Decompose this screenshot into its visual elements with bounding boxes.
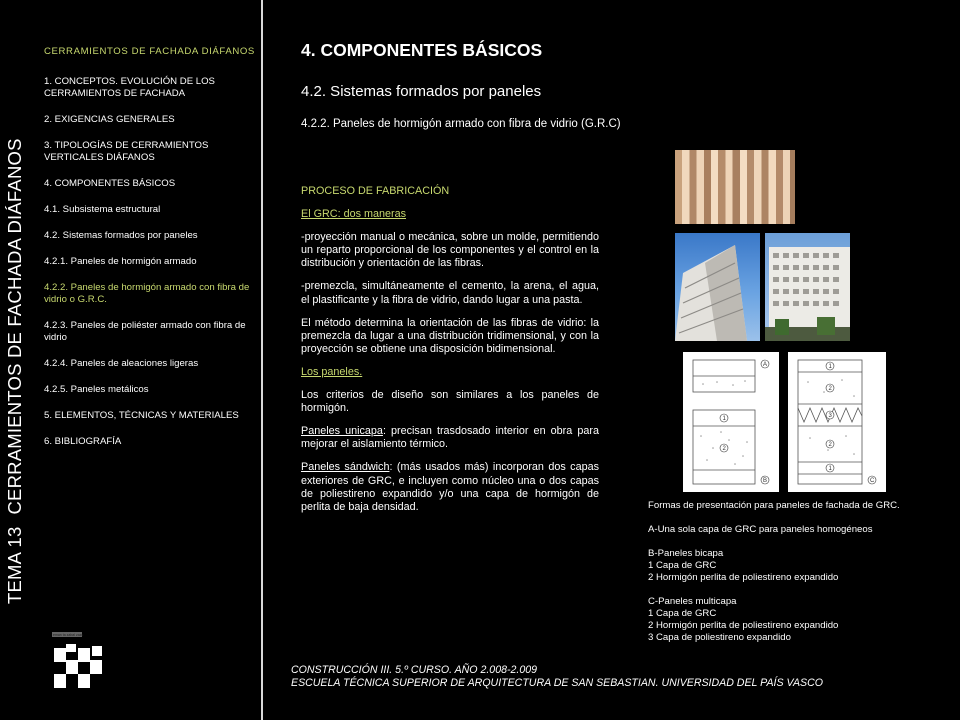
paragraph-metodo: El método determina la orientación de las fibras de vidrio: la premezcla da lugar a una distribución tridimensional, y con la proyección se obtiene una disposición bidimensional. <box>301 316 599 355</box>
footer-school: ESCUELA TÉCNICA SUPERIOR DE ARQUITECTURA DE SAN SEBASTIAN. UNIVERSIDAD DEL PAÍS VASCO <box>291 677 823 689</box>
section-title: 4.2.2. Paneles de hormigón armado con fibra de vidrio (G.R.C) <box>301 118 621 130</box>
sidebar-item-metalicos[interactable]: 4.2.5. Paneles metálicos <box>44 384 149 395</box>
main-body-text <box>301 185 599 524</box>
caption-c-2: 2 Hormigón perlita de poliestireno expandido <box>648 620 839 631</box>
photo-hotel-facade <box>765 233 850 341</box>
label-a: A <box>763 362 768 368</box>
caption-title: Formas de presentación para paneles de fachada de GRC. <box>648 500 900 511</box>
label-c1-top: 1 <box>828 364 832 370</box>
sidebar-item-componentes[interactable]: 4. COMPONENTES BÁSICOS <box>44 178 176 189</box>
paragraph-unicapa <box>301 425 599 451</box>
logo-text: eman ta zabal zazu <box>53 633 84 637</box>
footer <box>291 664 823 690</box>
process-heading: PROCESO DE FABRICACIÓN <box>301 185 450 197</box>
university-logo <box>52 630 124 692</box>
caption-b-2: 2 Hormigón perlita de poliestireno expandido <box>648 572 839 583</box>
label-c2-bottom: 2 <box>828 442 832 448</box>
caption-b-1: 1 Capa de GRC <box>648 560 717 571</box>
paragraph-sandwich <box>301 461 599 513</box>
vertical-topic-title <box>4 138 26 604</box>
sidebar-item-aleaciones[interactable]: 4.2.4. Paneles de aleaciones ligeras <box>44 358 199 369</box>
grc-link[interactable]: El GRC: dos maneras <box>301 208 407 221</box>
figure-caption <box>648 500 948 656</box>
sidebar-nav <box>44 46 262 462</box>
label-c: C <box>870 478 875 484</box>
label-b1-layer: 1 <box>722 416 726 422</box>
photo-building-diagonal <box>675 233 760 341</box>
paragraph-criterios: Los criterios de diseño son similares a los paneles de hormigón. <box>301 389 599 415</box>
label-c3: 3 <box>828 413 832 419</box>
label-c2-top: 2 <box>828 386 832 392</box>
unicapa-text: : precisan trasdosado interior en obra para mejorar el aislamiento térmico. <box>301 425 599 451</box>
caption-b-title: B-Paneles bicapa <box>648 548 724 559</box>
caption-c-1: 1 Capa de GRC <box>648 608 717 619</box>
sidebar-item-exigencias[interactable]: 2. EXIGENCIAS GENERALES <box>44 114 175 125</box>
label-b2-layer: 2 <box>722 446 726 452</box>
caption-c-title: C-Paneles multicapa <box>648 596 737 607</box>
unicapa-label: Paneles unicapa <box>301 425 383 438</box>
sandwich-label: Paneles sándwich <box>301 461 390 474</box>
page-subtitle: 4.2. Sistemas formados por paneles <box>301 83 542 100</box>
diagram-panel-ab <box>683 352 779 492</box>
topic-number: TEMA 13 <box>4 526 25 604</box>
sidebar-item-bibliografia[interactable]: 6. BIBLIOGRAFÍA <box>44 436 122 447</box>
sidebar-item-hormigon-armado[interactable]: 4.2.1. Paneles de hormigón armado <box>44 256 197 267</box>
sidebar-item-grc[interactable]: 4.2.2. Paneles de hormigón armado con fibra de vidrio o G.R.C. <box>44 282 250 305</box>
panels-link[interactable]: Los paneles. <box>301 365 363 378</box>
label-b: B <box>763 478 768 484</box>
sidebar-item-poliester[interactable]: 4.2.3. Paneles de poliéster armado con fibra de vidrio <box>44 320 246 343</box>
paragraph-proyeccion: -proyección manual o mecánica, sobre un molde, permitiendo un reparto proporcional de los componentes y el control en la distribución y orientación de las fibras. <box>301 231 599 270</box>
label-c1-bottom: 1 <box>828 466 832 472</box>
sidebar-item-conceptos[interactable]: 1. CONCEPTOS. EVOLUCIÓN DE LOS CERRAMIENTOS DE FACHADA <box>44 76 215 99</box>
sidebar-heading: CERRAMIENTOS DE FACHADA DIÁFANOS <box>44 46 255 57</box>
paragraph-premezcla: -premezcla, simultáneamente el cemento, la arena, el agua, el plastificante y la fibra de vidrio, dando lugar a una pasta. <box>301 280 599 306</box>
caption-c <box>648 596 948 644</box>
diagram-panel-c <box>788 352 886 492</box>
sidebar-item-subsistema[interactable]: 4.1. Subsistema estructural <box>44 204 161 215</box>
sidebar-item-elementos[interactable]: 5. ELEMENTOS, TÉCNICAS Y MATERIALES <box>44 410 239 421</box>
page-title: 4. COMPONENTES BÁSICOS <box>301 40 543 60</box>
caption-c-3: 3 Capa de poliestireno expandido <box>648 632 791 643</box>
topic-name: CERRAMIENTOS DE FACHADA DIÁFANOS <box>4 138 25 515</box>
footer-course: CONSTRUCCIÓN III. 5.º CURSO. AÑO 2.008-2.009 <box>291 664 538 676</box>
sidebar-item-tipologias[interactable]: 3. TIPOLOGÍAS DE CERRAMIENTOS VERTICALES DIÁFANOS <box>44 140 209 163</box>
caption-b <box>648 548 948 584</box>
sandwich-text: : (más usados más) incorporan dos capas exteriores de GRC, e incluyen como núcleo una o dos capas de poliestireno expandido y/o una capa de hormigón de perlita de baja densidad. <box>301 461 599 513</box>
photo-grc-panel-closeup <box>675 150 795 224</box>
caption-a: A-Una sola capa de GRC para paneles homogéneos <box>648 524 873 535</box>
sidebar-item-sistemas-paneles[interactable]: 4.2. Sistemas formados por paneles <box>44 230 198 241</box>
